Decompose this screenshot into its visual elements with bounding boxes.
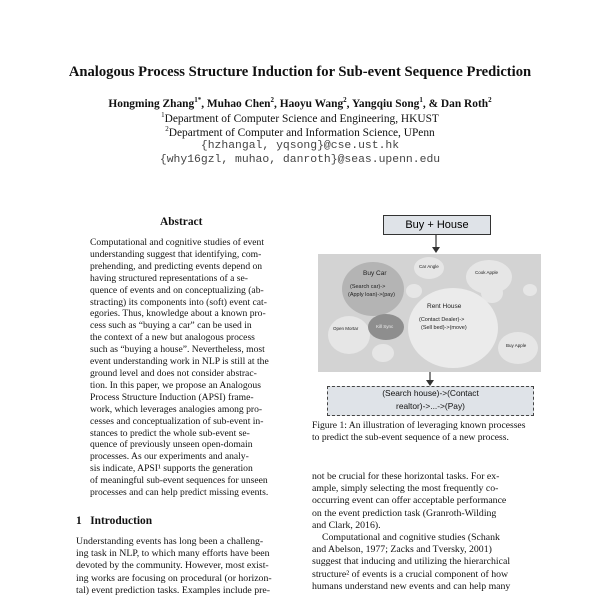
author-mark: 2 [270, 96, 275, 104]
author-list [0, 96, 600, 110]
author-separator: , [274, 97, 280, 110]
section-heading [76, 515, 152, 527]
abstract-line: egories. Thus, knowledge about a known pro- [90, 308, 266, 320]
bubble-label: Open Mortar [333, 326, 359, 331]
author-name: Yangqiu Song [351, 97, 420, 110]
figure-caption [312, 420, 532, 444]
body-line: humans understand new events and can help many [312, 580, 511, 592]
bubble-label: Buy Apple [506, 343, 527, 348]
affiliation-mark: 2 [165, 125, 169, 133]
affiliation-mark: 1 [161, 111, 165, 119]
abstract-line: Computational and cognitive studies of event [90, 237, 264, 248]
abstract-body [90, 237, 276, 499]
abstract-line: cesses and conceptualization of sub-event in- [90, 415, 264, 427]
author-and: , & [422, 97, 441, 110]
author-mark: 1 [419, 96, 423, 104]
section-number: 1 [76, 515, 82, 527]
abstract-line: event understanding work in NLP is still at the [90, 356, 269, 368]
abstract-line: quence of previously unseen open-domain [90, 439, 253, 451]
bubble-small [328, 316, 370, 354]
abstract-line: cess such as “buying a car” can be used in [90, 320, 252, 332]
abstract-line: processes. As our experiments and analy- [90, 451, 249, 463]
affiliation-text: Department of Computer Science and Engineering, HKUST [164, 112, 439, 125]
sequence-line: (Search house)->(Contact [382, 388, 479, 398]
bubble-label: Car Angle [419, 264, 439, 269]
bubble-small [498, 332, 538, 364]
right-column-body [312, 471, 532, 593]
body-line: and Abelson, 1977; Zacks and Tversky, 2001) [312, 544, 492, 556]
abstract-line: sis indicate, APSI¹ supports the generation [90, 463, 253, 475]
abstract-line: prehending, and predicting events depend on [90, 260, 263, 272]
bubble-sequence: (Search car)-> [350, 284, 386, 290]
author-name: Muhao Chen [206, 97, 271, 110]
paper-title: Analogous Process Structure Induction for Sub-event Sequence Prediction [68, 64, 532, 80]
abstract-line: Process Structure Induction (APSI) frame- [90, 391, 254, 403]
author-separator: , [346, 97, 352, 110]
bubble-label: Buy Car [363, 270, 387, 277]
intro-line: tal) event prediction tasks. Examples include pre- [76, 584, 270, 596]
body-line: structure² of events is a crucial component of how [312, 568, 509, 580]
bubble-label: Kill Sync [376, 324, 394, 329]
intro-line: ing works are focusing on procedural (or horizon- [76, 572, 272, 584]
abstract-line: ground level and does not consider abstrac- [90, 367, 257, 379]
author-mark: 2 [488, 96, 492, 104]
figure-target-process: Buy + House [383, 215, 491, 235]
figure-knowledge-panel [318, 254, 541, 372]
body-line: occurring event can offer acceptable performance [312, 495, 507, 507]
abstract-line: tion. In this paper, we propose an Analogous [90, 379, 261, 391]
abstract-line: having structured representations of a se- [90, 272, 248, 284]
abstract-line: work, which leverages analogies among pro- [90, 403, 263, 415]
author-mark: 1* [194, 96, 202, 104]
intro-line: devoted by the community. However, most exist- [76, 560, 269, 572]
intro-line: ing task in NLP, to which many efforts have been [76, 548, 270, 560]
intro-body [76, 536, 300, 597]
bubble-small [406, 284, 422, 298]
body-line: not be crucial for these horizontal tasks. For ex- [312, 471, 500, 482]
bubble-sequence: (Contact Dealer)-> [419, 317, 465, 323]
caption-line: Figure 1: An illustration of leveraging known processes [312, 420, 526, 431]
affiliation-1 [0, 111, 600, 125]
email-line-1: {hzhangal, yqsong}@cse.ust.hk [200, 140, 400, 152]
caption-line: to predict the sub-event sequence of a new process. [312, 431, 509, 443]
body-line: and Clark, 2016). [312, 519, 381, 531]
affiliation-text: Department of Computer and Information Science, UPenn [168, 126, 435, 139]
bubble-small [372, 344, 394, 362]
bubble-small [523, 284, 537, 296]
body-line: on the event prediction task (Granroth-Wilding [312, 507, 497, 519]
abstract-line: stances to predict the whole sub-event se- [90, 427, 250, 439]
bubble-label: Cook Apple [475, 270, 499, 275]
body-line: Computational and cognitive studies (Schank [322, 532, 500, 544]
figure-predicted-sequence [327, 386, 534, 416]
author-separator: , [201, 97, 207, 110]
abstract-line: understanding suggest that identifying, com- [90, 248, 262, 260]
abstract-line: such as “buying a house”. Nevertheless, most [90, 344, 265, 356]
author-name: Haoyu Wang [279, 97, 344, 110]
body-line: suggest that inducing and utilizing the hierarchical [312, 556, 511, 568]
email-line-2: {why16gzl, muhao, danroth}@seas.upenn.edu [159, 154, 441, 166]
bubble-sequence: (Sell bed)->(move) [421, 325, 467, 331]
intro-line: Understanding events has long been a challeng- [76, 536, 264, 547]
author-name: Hongming Zhang [108, 97, 195, 110]
affiliation-2 [0, 125, 600, 139]
author-mark: 2 [343, 96, 347, 104]
body-line: ample, simply selecting the most frequently co- [312, 483, 499, 495]
author-name: Dan Roth [440, 97, 489, 110]
abstract-heading: Abstract [160, 216, 203, 228]
bubble-sequence: (Apply loan)->(pay) [348, 292, 395, 298]
abstract-line: of meaningful sub-event sequences for unseen [90, 475, 268, 487]
section-title: Introduction [90, 515, 153, 527]
abstract-line: stracting) its components into (soft) event cat- [90, 296, 267, 308]
abstract-line: the context of a new but analogous process [90, 332, 255, 344]
abstract-line: quence of events and on conceptualizing (ab- [90, 284, 264, 296]
down-arrow-icon [430, 235, 450, 255]
abstract-line: processes and can help predict missing events. [90, 487, 269, 499]
sequence-line: realtor)->...->(Pay) [396, 401, 465, 411]
bubble-label: Rent House [427, 303, 462, 310]
